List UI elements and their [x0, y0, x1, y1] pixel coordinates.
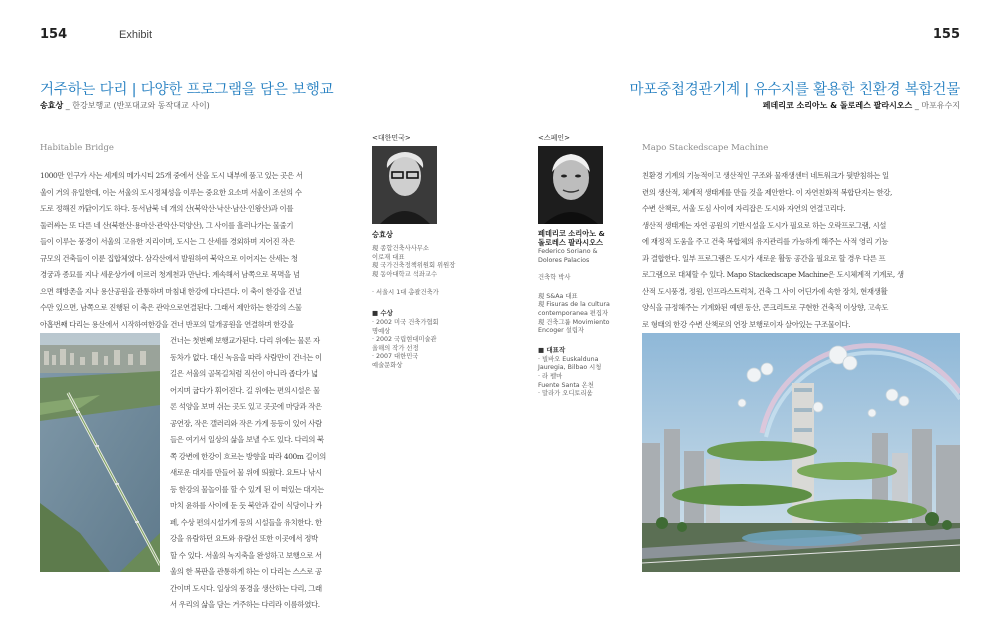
profile-korea-positions — [372, 245, 462, 279]
body-line: 에 재정적 도움을 주고 건축 복합체의 유지관리를 가능하게 해주는 사적 영리 기능 — [642, 237, 889, 246]
profile-line: Dolores Palacios — [538, 256, 590, 264]
body-line: 들이 이루는 풍경이 서울의 고유한 지리이며, 도시는 그 산세를 경외하며 지어진 작은 — [40, 237, 295, 246]
profile-line: 現 Fisuras de la cultura — [538, 301, 610, 309]
body-line: 생산적 생태계는 자연 공원의 기반시설을 도시가 필요로 하는 오락프로그램, 시설 — [642, 220, 887, 230]
profile-line: 現 S&Aa 대표 — [538, 292, 578, 300]
body-line: 산적 도시풍경, 정원, 인프라스트럭처, 건축 그 사이 어딘가에 속한 장치, 현재생활 — [642, 286, 888, 296]
profile-line: contemporanea 편집자 — [538, 309, 609, 317]
bridge-render-image — [40, 333, 160, 572]
body-line: 수만 있으면, 남쪽으로 진행된 이 축은 관악으로연결된다. 그래서 제안하는 한강의 스물 — [40, 303, 302, 312]
right-author-location: _ 마포유수지 — [914, 101, 960, 110]
body-line: 련의 생산적, 체계적 생태계를 만들 것을 제안한다. 이 자연친화적 복합단지는 한강, — [642, 187, 893, 197]
left-author-line — [40, 100, 210, 111]
profile-line: 現 건축그룹 Movimiento — [538, 318, 610, 326]
body-line: 새로운 대지를 만들어 물 위에 띄웠다. 요트나 낚시 — [170, 468, 322, 477]
body-line: 도로 정해진 까닭이기도 하다. 동서남북 네 개의 산(북악산·낙산·남산·인왕산)과 이를 — [40, 204, 294, 213]
profile-korea-awards-title: ■ 수상 — [372, 308, 393, 317]
body-line: 1000만 인구가 사는 세계의 메가시티 25개 중에서 산을 도시 내부에 품고 있는 곳은 서 — [40, 171, 303, 180]
profile-line: · 서울시 1대 총괄건축가 — [372, 289, 439, 297]
profile-line: · 2007 대한민국 — [372, 353, 419, 361]
body-line: 건너는 첫번째 보행교가된다. 다리 위에는 물론 자 — [170, 336, 320, 345]
profile-spain-degree: 건축학 박사 — [538, 274, 571, 282]
body-line: 수변 산책로, 서울 도심 사이에 자리잡은 도시와 자연의 연결고리다. — [642, 204, 846, 213]
body-line: 경궁과 종묘를 지나 세운상가에 이르러 청계천과 만난다. 계속해서 남쪽으로 목멱을 넘 — [40, 270, 300, 279]
right-article-title: 마포중첩경관기계 | 유수지를 활용한 친환경 복합건물 — [629, 82, 960, 98]
body-line: 길은 서울의 골목길처럼 직선이 아니라 좁다가 넓 — [170, 369, 318, 378]
profile-line: 이로재 대표 — [372, 253, 405, 261]
profile-spain-works — [538, 356, 638, 399]
portrait-seung-h-sang — [372, 146, 437, 224]
right-author-line — [763, 100, 960, 111]
left-page-number: 154 — [40, 27, 68, 42]
body-line: 규모의 건축들이 이룬 집합체였다. 삼각산에서 발원하여 북악으로 이어지는 산세는 청 — [40, 253, 298, 263]
portrait-korea-svg — [372, 146, 437, 224]
profile-korea-extra — [372, 289, 462, 298]
profile-line: · 라 펠마 — [538, 372, 563, 380]
body-line: 페, 수상 편의시설가게 등의 시설들을 유치한다. 한 — [170, 517, 322, 527]
right-subhead: Mapo Stackedscape Machine — [642, 143, 769, 153]
body-line: 간이며 도시다. 일상의 풍경을 생산하는 다리, 그래 — [170, 583, 322, 593]
body-line: 공연장, 작은 갤러리와 작은 가게 등등이 있어 사람 — [170, 418, 322, 428]
profile-line: 現 종합건축사사무소 — [372, 245, 429, 252]
body-line: 서 우리의 삶을 담는 거주하는 다리라 이름하였다. — [170, 600, 320, 609]
left-body-wrap — [170, 333, 360, 614]
body-line: 으면 해방촌을 지나 용산공원을 관통하며 마침내 한강에 다다른다. 이 축이 한강을 건널 — [40, 286, 302, 296]
body-line: 할 수 있다. 서울의 녹지축을 완성하고 보행으로 서 — [170, 550, 322, 560]
body-line: 로 형태의 한강 수변 산책로의 연장 보행로이자 살아있는 구조물이다. — [642, 319, 851, 329]
body-line: 어지며 굽다가 휘어진다. 길 위에는 편의시설은 물 — [170, 385, 320, 395]
right-author-name: 페데리코 소리아노 & 돌로레스 팔라시오스 — [762, 101, 913, 110]
profile-spain-works-title: ■ 대표작 — [538, 345, 566, 354]
profile-line: · 2002 미국 건축가협회 — [372, 318, 439, 326]
bridge-render-svg — [40, 333, 160, 572]
right-page-number: 155 — [932, 27, 960, 42]
body-line: 론 석양을 보며 쉬는 곳도 있고 곳곳에 마당과 작은 — [170, 402, 322, 411]
stackedscape-render-svg — [642, 333, 960, 572]
stackedscape-render-image — [642, 333, 960, 572]
body-line: 양식을 규정해주는 기계화된 예덴 동산, 콘크리트로 구현한 건축적 이상향, 고속도 — [642, 303, 889, 312]
left-subhead: Habitable Bridge — [40, 143, 114, 153]
body-line: 울의 한 복판을 관통하게 하는 이 다리는 스스로 공 — [170, 567, 322, 576]
profile-line: Jauregia, Bilbao 시청 — [538, 364, 602, 372]
profile-line: · 2002 국립현대미술관 — [372, 336, 437, 344]
right-body — [642, 168, 960, 333]
profile-line: 명예상 — [372, 327, 391, 335]
profile-korea — [372, 133, 462, 371]
body-line: 로그램으로 대체할 수 있다. Mapo Stackedscape Machine은 도시체계적 기계로, 생 — [642, 270, 904, 279]
profile-korea-name: 승효상 — [372, 230, 393, 239]
left-author-name: 송효상 — [40, 101, 64, 110]
profile-line: · 말라가 오디토리움 — [538, 390, 593, 398]
left-author-location: _ 한강보행교 (반포대교와 동작대교 사이) — [65, 101, 210, 110]
profile-line: 現 국가건축정책위원회 위원장 — [372, 262, 456, 270]
profile-spain-name-en — [538, 248, 638, 265]
body-line: 과 결합한다. 일부 프로그램은 도시가 새로운 활동 공간을 필요로 할 경우 다른 프 — [642, 253, 886, 263]
body-line: 등 한강의 물놀이를 할 수 있게 된 이 떠있는 대지는 — [170, 484, 324, 494]
profile-spain — [538, 133, 638, 399]
left-article-title: 거주하는 다리 | 다양한 프로그램을 담은 보행교 — [40, 82, 334, 98]
body-line: 아홉번째 다리는 용산에서 시작하여한강을 건너 반포의 덜개공원을 연결하며 한강을 — [40, 319, 294, 329]
profile-line: Encoger 설립자 — [538, 327, 584, 335]
country-tag-spain: <스페인> — [538, 134, 571, 142]
section-label: Exhibit — [119, 29, 153, 41]
body-line: 동차가 없다. 대신 녹음을 따라 사람만이 건너는 이 — [170, 352, 322, 362]
body-line: 쪽 강변에 한강이 흐르는 방향을 따라 400m 길이의 — [170, 451, 326, 461]
country-tag-korea: <대한민국> — [372, 134, 411, 142]
body-line: 들은 여기서 일상의 삶을 보낼 수도 있다. 다리의 북 — [170, 435, 324, 444]
profile-spain-name — [538, 229, 638, 247]
profile-name-line: 돌로레스 팔라시오스 — [538, 238, 603, 247]
body-line: 울이 거의 유일한데, 이는 서울의 도시정체성을 이루는 중요한 요소며 서울이 조선의 수 — [40, 187, 302, 197]
portrait-soriano-palacios — [538, 146, 603, 224]
body-line: 둘러싸는 또 다른 네 산(북한산·용마산·관악산·덕양산), 그 사이를 흘러나가는 물줄기 — [40, 220, 294, 230]
profile-line: 現 동아대학교 석좌교수 — [372, 270, 438, 278]
portrait-spain-svg — [538, 146, 603, 224]
body-line: 친환경 기계의 기능적이고 생산적인 구조와 물재생센터 네트워크가 뒷받침하는 일 — [642, 171, 889, 180]
profile-line: Fuente Santa 온천 — [538, 381, 594, 389]
profile-name-line: 페데리코 소리아노 & — [538, 229, 605, 238]
profile-line: 예술문화상 — [372, 361, 403, 369]
body-line: 강을 유람하던 요트와 유람선 또한 이곳에서 정박 — [170, 534, 318, 543]
left-body-top — [40, 168, 360, 333]
body-line: 마치 윤하를 사이에 둔 듯 북안과 같이 식당이나 카 — [170, 501, 322, 510]
profile-korea-awards — [372, 319, 462, 371]
profile-line: · 빌바오 Euskalduna — [538, 355, 599, 363]
profile-line: 올해의 작가 선정 — [372, 344, 419, 352]
profile-line: Federico Soriano & — [538, 248, 598, 255]
profile-spain-positions — [538, 293, 638, 336]
